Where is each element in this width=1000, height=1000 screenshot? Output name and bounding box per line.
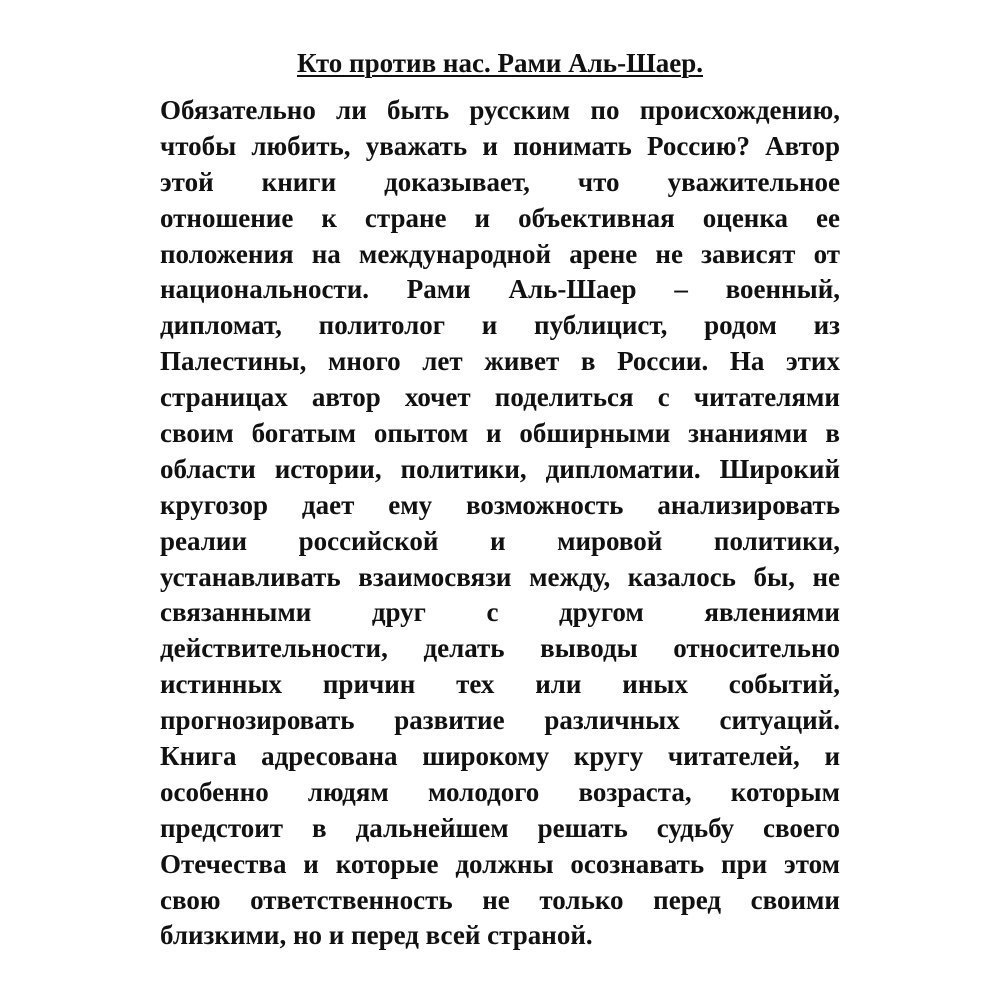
paragraph-line: близкими, но и перед всей страной. — [160, 920, 593, 951]
title-text: Кто против нас. Рами Аль-Шаер. — [297, 48, 703, 78]
paragraph-line: положения на международной арене не зависят от — [160, 238, 840, 269]
page-title — [0, 46, 1000, 80]
paragraph-line: национальности. Рами Аль-Шаер – военный, — [160, 274, 840, 305]
paragraph-line: страницах автор хочет поделиться с читателями — [160, 382, 840, 413]
paragraph-line: прогнозировать развитие различных ситуаций. — [160, 705, 840, 736]
paragraph-line: своим богатым опытом и обширными знаниями в — [160, 418, 840, 449]
paragraph-line: устанавливать взаимосвязи между, казалось бы, не — [160, 561, 840, 592]
paragraph-line: предстоит в дальнейшем решать судьбу своего — [160, 812, 840, 843]
paragraph-line: действительности, делать выводы относительно — [160, 633, 840, 664]
paragraph-line: области истории, политики, дипломатии. Широкий — [160, 453, 840, 484]
paragraph-line: реалии российской и мировой политики, — [160, 525, 840, 556]
paragraph-line: чтобы любить, уважать и понимать Россию? Автор — [160, 130, 840, 161]
description-paragraph — [160, 93, 840, 954]
paragraph-line: связанными друг с другом явлениями — [160, 597, 840, 628]
paragraph-line: Палестины, много лет живет в России. На этих — [160, 346, 840, 377]
paragraph-line: кругозор дает ему возможность анализировать — [160, 489, 840, 520]
paragraph-line: свою ответственность не только перед своими — [160, 884, 840, 915]
paragraph-line: Отечества и которые должны осознавать при этом — [160, 848, 840, 879]
paragraph-line: отношение к стране и объективная оценка ее — [160, 202, 840, 233]
paragraph-line: истинных причин тех или иных событий, — [160, 669, 840, 700]
paragraph-line: этой книги доказывает, что уважительное — [160, 166, 840, 197]
paragraph-line: Книга адресована широкому кругу читателей, и — [160, 741, 840, 772]
paragraph-line: дипломат, политолог и публицист, родом из — [160, 310, 840, 341]
paragraph-line: особенно людям молодого возраста, которым — [160, 776, 840, 807]
paragraph-line: Обязательно ли быть русским по происхождению, — [160, 95, 840, 125]
